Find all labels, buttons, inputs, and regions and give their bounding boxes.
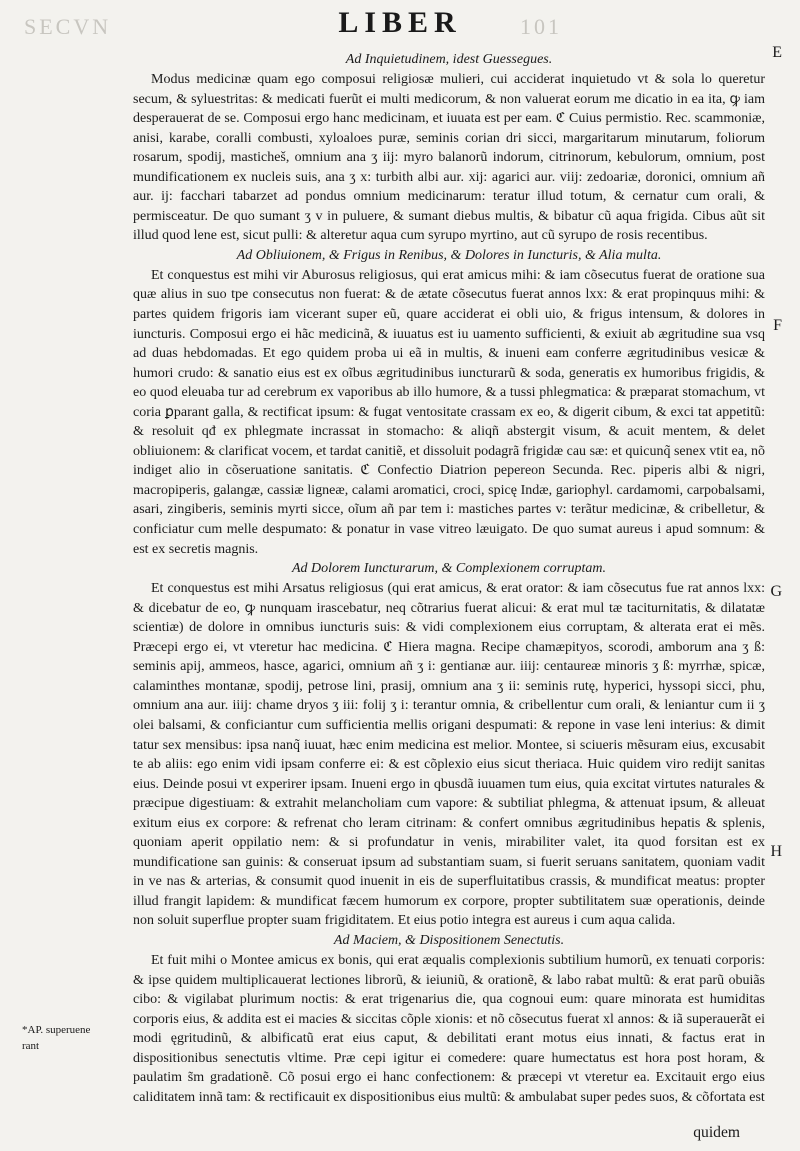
section-heading: Ad Dolorem Iuncturarum, & Complexionem corruptam. [291, 561, 607, 577]
section-heading: Ad Maciem, & Dispositionem Senectutis. [333, 932, 565, 948]
paragraph: Et conquestus est mihi Arsatus religiosus (qui erat amicus, & erat orator: & iam cõsecutus fue rat annos lxx: & dicebatur de eo, ꝙ nunquam irascebatur, neq cõtrarius fuerat alicui: & erat mul tæ taciturnitatis, & dilatatæ scientiæ) de dolore in omnibus iuncturis suis: & vidi complexionem eius corruptam, & alterata erat ei mẽs. Præcepi ergo ei, vt vteretur hac medicina. ℭ Hiera magna. Recipe chamæpityos, scorodi, amborum ana ʒ ß: seminis apij, ammeos, hasce, agarici, omnium añ ʒ i: gentianæ aur. iiij: centaureæ minoris ʒ ß: myrrhæ, spicæ, calaminthes montanæ, spodij, petrose lini, prasij, omnium ana ʒ ii: seminis rutę, hyperici, hyssopi sicci, phu, omnium ana aur. iiij: chame dryos ʒ iii: folij ʒ i: terantur omnia, & cribellentur cum orali, & leniantur cum ii ʒ olei balsami, & conficiantur cum sufficientia mellis origani despumati: & repone in vase leni interius: & dimit tatur sex mensibus: ipsa nanq̃ iuuat, hæc enim medicina est melior. Montee, si sciueris mẽsuram eius, excusabit te ab aliis: ego enim vidi ipsam conferre ei: & est cõplexio eius sicut theriaca. Huic quidem viro redijt sanitas eius. Deinde posui vt experirer ipsam. Inueni ergo in qbusdã iuuamen tum eius, quia excitat virtutes naturales & præcipue digestiuam: & extrahit melancholiam cum vapore: & subtiliat phlegma, & attenuat ipsum, & alleuat exitum eius ex corpore: & refrenat cho leram citrinam: & confert omnibus ægritudinibus hepatis & splenis, quoniam aperit oppilatio nem: & si profundatur in venis, mirabiliter valet, ita quod forsitan est ex mundificatione san guinis: & conseruat ipsum ad substantiam suam, si fuerit seruans sanitatem, quoniam vadit in ve nas & arterias, & consumit quod inuenit in eis de superfluitatibus crassis, & mundificat meatus: propter illud frangit lapidem: & mundificat fæcem humorum ex corpore, propter subtilitatem suæ operationis, deinde non soluit superflue propter suam frigiditatem. Et eius potio integra est aureus i cum aqua calida. [133, 581, 765, 929]
margin-letter-f: F [773, 317, 782, 334]
section-heading: Ad Obliuionem, & Frigus in Renibus, & Dolores in Iuncturis, & Alia multa. [236, 247, 662, 263]
catchword: quidem [693, 1124, 740, 1141]
paragraph: Et fuit mihi o Montee amicus ex bonis, qui erat æqualis complexionis subtilium humorũ, ex tenuati corporis: & ipse quidem multiplicauerat lectiones librorũ, & ieiuniũ, & orationẽ, & labo rabat multũ: & erat parũ obuiãs cibo: & vigilabat plurimum noctis: & erat trigenarius die, qua cognoui eum: quare minorata est humiditas corporis eius, & addita est ei macies & siccitas cõple xionis: et nõ cõsecutus fuerat xl annos: & iã superauerãt ei modi ęgritudinũ, & albificatũ erat eius caput, & debilitati erant motus eius innati, & factus erat in dispositionibus senectutis vltime. Præ cepi igitur ei comedere: quare humectatus est hora post horam, & paulatim s̃m gradationẽ. Cõ posui ergo ei hanc confectionem: & præcepi vt vteretur ea. Excitauit ergo eius caliditatem innã tam: & rectificauit ex dispositionibus eius multũ: & ambulabat super pedes suos, & cõfortata est [133, 952, 765, 1105]
section-heading: Ad Inquietudinem, idest Guessegues. [345, 52, 553, 67]
paragraph: Modus medicinæ quam ego composui religiosæ mulieri, cui acciderat inquietudo vt & sola lo queretur secum, & syluestritas: & medicati fuerũt ei multi medicorum, & non valuerat eorum me dicatio in ea ita, ꝙ iam desperauerat de se. Composui ergo hanc medicinam, et iuuata est per eam. ℭ Cuius permistio. Rec. scammoniæ, anisi, karabe, coralli combusti, xyloaloes puræ, seminis corian dri sicci, margaritarum minutarum, foliorum rosarum, spodij, masticheš, omnium ana ʒ iij: myro balanorũ indorum, citrinorum, kebulorum, omnium, post mundificationem ex nucleis suis, ana ʒ x: turbith albi aur. xij: agarici aur. viij: zedoariæ, doronici, omnium añ aur. ij: facchari tabarzet ad pondus omnium medicinarum: teratur illud totum, & cernatur cum orali, & permisceatur. De quo sumant ʒ v in puluere, & sumant diebus multis, & bibatur cũ aqua frigida. Cibus aũt sit illud quod lene est, sicut pulli: & alteretur aqua cum syrupo myrtino, aut cũ syrupo de rosis recentibus. [133, 72, 765, 244]
margin-letter-g: G [770, 583, 782, 600]
bleed-through-text-right: 101 [520, 14, 562, 39]
margin-letter-e: E [772, 44, 782, 61]
paragraph: Et conquestus est mihi vir Aburosus religiosus, qui erat amicus mihi: & iam cõsecutus fuerat de oratione sua quæ alius in suo tpe consecutus non fuerat: & de ætate cõsecutus fuerat annos lxx: & erat propinquus mihi: & partes quidem frigoris iam vicerant super eũ, quare acciderat ei obli uio, & frigus intensum, & dolores in iuncturis. Composui ergo ei hãc medicinã, & iuuatus est iu uamento sufficienti, & exiuit ab ægritudine sua vsq ad duas hebdomadas. Et ego quidem proba ui eã in multis, & inueni eam conferre ægritudinibus vesicæ & humori crudo: & sanatio eius est ex oĩbus ægritudinibus iuncturarũ & soda, generatis ex humoribus frigidis, & eo quod eleuaba tur ad cerebrum ex vaporibus ab illo humore, & a tussi phlegmatica: & præparat stomachum, vt coria ꝑparant galla, & rectificat ipsum: & fugat ventositate crassam ex eo, & digerit cibum, & exci tat appetitũ: & resoluit qđ ex phlegmate incrassat in stomacho: & aliqñ abstergit visum, & acuit mentem, & delet obliuionem: & clarificat vocem, et tardat canitiẽ, et dissoluit podagrã frigidæ cau sæ: et quicunq̃ senex vtit ea, nõ indiget alio in cõseruatione sanitatis. ℭ Confectio Diatrion pepereon Secunda. Rec. piperis albi & nigri, macropiperis, galangæ, cassiæ ligneæ, calami aromatici, croci, spicę Indæ, gariophyl. cardamomi, carpobalsami, asari, zingiberis, seminis myrti sicce, oĩum añ par tem i: mastiches partes v: terãtur medicinæ, & cribelletur, & conficiatur cum melle despumato: & ponatur in vase vitreo læuigato. De quo sumat aureus i apud somnum: & est ex secretis magnis. [133, 267, 765, 557]
margin-letter-h: H [770, 843, 782, 860]
running-head: LIBER [338, 6, 462, 39]
body-text [133, 50, 765, 1107]
bleed-through-text-left: SECVN [24, 14, 112, 39]
side-note: *AP. superuene rant [22, 1024, 91, 1052]
